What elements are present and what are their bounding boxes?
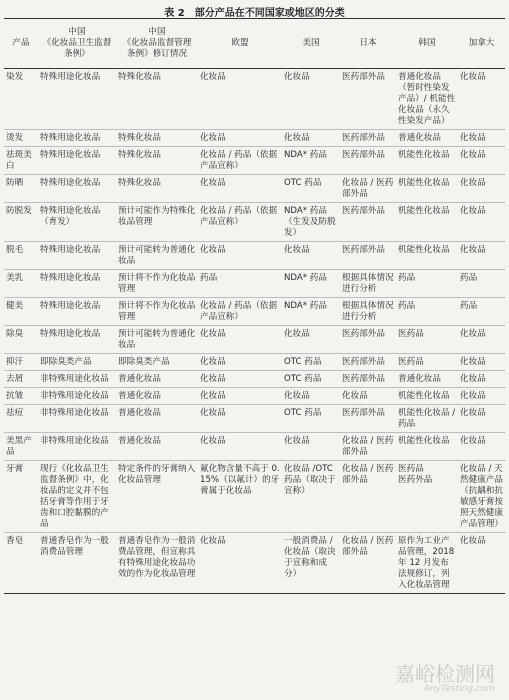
- table-cell: NDA* 药品: [284, 273, 327, 283]
- table-cell: 特殊用途化妆品: [40, 72, 101, 82]
- column-header: 美国: [302, 38, 320, 48]
- table-cell: 特殊化妆品: [118, 150, 161, 160]
- table-cell: 原作为工业产品管理，2018 年 12 月发布法规修订，列入化妆品管理: [398, 536, 455, 590]
- table-cell: 医药部外品: [342, 150, 385, 160]
- table-row: [4, 371, 505, 388]
- table-cell: 化妆品: [200, 72, 226, 82]
- table-cell: 机能性化妆品: [398, 245, 450, 255]
- product-cell: 抗皱: [6, 391, 24, 401]
- product-cell: 防晒: [6, 178, 24, 188]
- table-cell: 药品: [460, 301, 478, 311]
- table-row: [4, 175, 505, 203]
- table-cell: 特殊用途化妆品: [40, 178, 101, 188]
- table-cell: 医药部外品: [342, 133, 385, 143]
- table-cell: 预计将不作为化妆品管理: [118, 273, 196, 294]
- table-row: [4, 130, 505, 147]
- table-cell: 化妆品 / 医药部外品: [342, 536, 394, 557]
- table-cell: 化妆品: [460, 408, 486, 418]
- product-cell: 去屑: [6, 374, 24, 384]
- table-cell: 一般消费品 / 化妆品（取决于宣称和成分）: [284, 536, 336, 579]
- table-cell: 根据具体情况进行分析: [342, 273, 394, 294]
- table-cell: 化妆品 / 医药部外品: [342, 436, 394, 457]
- table-cell: 普通香皂作为一般消费品管理，但宣称具有特殊用途化妆品功效的作为化妆品管理: [118, 536, 196, 579]
- table-cell: 化妆品: [284, 72, 310, 82]
- table-row: [4, 405, 505, 433]
- table-cell: 化妆品: [460, 178, 486, 188]
- table-cell: 普通化妆品: [118, 374, 161, 384]
- table-cell: 现行《化妆品卫生监督条例》中，化妆品的定义并不包括牙膏等作用于牙齿和口腔黏膜的产品: [40, 464, 109, 529]
- table-cell: 化妆品: [460, 436, 486, 446]
- table-cell: 特定条件的牙膏纳入化妆品管理: [118, 464, 196, 485]
- table-cell: 根据具体情况进行分析: [342, 301, 394, 322]
- table-cell: OTC 药品: [284, 357, 322, 367]
- table-cell: 化妆品: [284, 245, 310, 255]
- column-header: 日本: [359, 38, 377, 48]
- table-cell: 医药部外品: [342, 329, 385, 339]
- watermark-text: 嘉峪检测网: [395, 662, 495, 686]
- table-cell: 普通化妆品: [398, 133, 441, 143]
- table-cell: 氟化物含量不高于 0.15%（以氟计）的牙膏属于化妆品: [200, 464, 280, 496]
- product-cell: 美乳: [6, 273, 24, 283]
- table-cell: 普通化妆品: [118, 436, 161, 446]
- product-cell: 健美: [6, 301, 24, 311]
- table-cell: 即除臭类产品: [40, 357, 92, 367]
- product-cell: 祛痘: [6, 408, 24, 418]
- table-cell: 特殊化妆品: [118, 178, 161, 188]
- table-cell: 医药部外品: [342, 206, 385, 216]
- product-cell: 除臭: [6, 329, 24, 339]
- table-cell: OTC 药品: [284, 408, 322, 418]
- table-cell: 特殊用途化妆品: [40, 245, 101, 255]
- table-cell: 化妆品: [284, 133, 310, 143]
- product-cell: 染发: [6, 72, 24, 82]
- table-row: [4, 203, 505, 242]
- table-cell: 化妆品 / 医药部外品: [342, 178, 394, 199]
- product-cell: 牙膏: [6, 464, 24, 474]
- table-cell: 医药部外品: [342, 374, 385, 384]
- product-cell: 抑汗: [6, 357, 24, 367]
- table-row: [4, 461, 505, 533]
- column-header: 产品: [12, 38, 30, 48]
- column-header: 加拿大: [468, 38, 495, 48]
- column-header: 欧盟: [231, 38, 249, 48]
- table-cell: 化妆品: [460, 374, 486, 384]
- table-cell: 机能性化妆品: [398, 150, 450, 160]
- table-cell: NDA* 药品: [284, 301, 327, 311]
- table-cell: 化妆品: [200, 408, 226, 418]
- table-cell: 医药部外品: [342, 357, 385, 367]
- product-cell: 美黑产品: [6, 436, 32, 457]
- column-header: 中国 《化妆品监督管理 条例》修订情况: [122, 27, 192, 59]
- table-cell: 化妆品: [460, 245, 486, 255]
- table-cell: 化妆品: [200, 357, 226, 367]
- table-cell: 化妆品: [460, 329, 486, 339]
- table-cell: 机能性化妆品: [398, 391, 450, 401]
- table-cell: 即除臭类产品: [118, 357, 170, 367]
- table-row: [4, 354, 505, 371]
- table-cell: 化妆品: [200, 374, 226, 384]
- table-cell: 预计可能转为普通化妆品: [118, 245, 196, 266]
- table-cell: 机能性化妆品: [398, 206, 450, 216]
- table-row: [4, 533, 505, 594]
- table-row: [4, 147, 505, 175]
- table-row: [4, 69, 505, 130]
- table-cell: 普通化妆品: [398, 374, 441, 384]
- table-cell: 化妆品: [460, 536, 486, 546]
- table-cell: 特殊用途化妆品: [40, 301, 101, 311]
- table-cell: 化妆品 /OTC 药品（取决于宣称）: [284, 464, 336, 496]
- product-cell: 烫发: [6, 133, 24, 143]
- table-row: [4, 388, 505, 405]
- table-cell: 医药部外品: [342, 72, 385, 82]
- table-cell: NDA* 药品: [284, 150, 327, 160]
- table-cell: 化妆品: [284, 391, 310, 401]
- table-cell: 非特殊用途化妆品: [40, 391, 109, 401]
- table-cell: 机能性化妆品 / 药品: [398, 408, 456, 429]
- table-cell: 普通化妆品（暂时性染发产品）/ 机能性化妆品（永久性染发产品）: [398, 72, 456, 126]
- table-cell: 医药品: [398, 329, 424, 339]
- table-cell: 特殊化妆品: [118, 72, 161, 82]
- table-cell: 化妆品: [200, 178, 226, 188]
- table-cell: 化妆品: [460, 357, 486, 367]
- product-cell: 香皂: [6, 536, 24, 546]
- table-cell: 化妆品 / 药品（依据产品宣称）: [200, 206, 278, 227]
- table-row: [4, 242, 505, 270]
- table-cell: 特殊用途化妆品（育发）: [40, 206, 101, 227]
- table-cell: 药品: [460, 273, 478, 283]
- table-row: [4, 326, 505, 354]
- header-row: [4, 19, 505, 69]
- table-cell: 特殊化妆品: [118, 133, 161, 143]
- table-cell: 化妆品: [460, 150, 486, 160]
- table-title: 表 2 部分产品在不同国家或地区的分类: [164, 8, 345, 19]
- table-cell: 化妆品: [460, 72, 486, 82]
- table-row: [4, 270, 505, 298]
- table-cell: 特殊用途化妆品: [40, 133, 101, 143]
- table-cell: 普通化妆品: [118, 391, 161, 401]
- table-cell: 医药部外品: [342, 245, 385, 255]
- table-cell: 预计将不作为化妆品管理: [118, 301, 196, 322]
- table-cell: 普通化妆品: [118, 408, 161, 418]
- table-row: [4, 298, 505, 326]
- table-cell: 预计可能作为特殊化妆品管理: [118, 206, 196, 227]
- table-row: [4, 433, 505, 461]
- table-cell: 预计可能转为普通化妆品: [118, 329, 196, 350]
- table-cell: 化妆品: [284, 436, 310, 446]
- table-body: [4, 69, 505, 594]
- table-cell: 化妆品: [200, 436, 226, 446]
- table-cell: 化妆品: [200, 391, 226, 401]
- table-cell: 化妆品: [460, 391, 486, 401]
- watermark-url: AnyTesting.com: [423, 684, 495, 694]
- table-cell: 化妆品 / 药品（依据产品宣称）: [200, 150, 278, 171]
- table-cell: 机能性化妆品: [398, 178, 450, 188]
- table-cell: 非特殊用途化妆品: [40, 374, 109, 384]
- table-cell: 化妆品: [460, 133, 486, 143]
- table-cell: 化妆品: [460, 206, 486, 216]
- table-cell: 药品: [200, 273, 218, 283]
- table-cell: 化妆品 / 药品（依据产品宣称）: [200, 301, 278, 322]
- table-cell: 化妆品: [200, 245, 226, 255]
- table-cell: 非特殊用途化妆品: [40, 436, 109, 446]
- table-cell: 特殊用途化妆品: [40, 150, 101, 160]
- table-cell: 特殊用途化妆品: [40, 329, 101, 339]
- table-cell: 药品: [398, 301, 416, 311]
- table-cell: NDA* 药品（生发及防脱发）: [284, 206, 336, 238]
- table-cell: 医药部外品: [342, 408, 385, 418]
- table-cell: 化妆品: [284, 329, 310, 339]
- table-cell: 机能性化妆品: [398, 436, 450, 446]
- table-cell: 非特殊用途化妆品: [40, 408, 109, 418]
- table-cell: 医药品: [398, 357, 424, 367]
- table-cell: 化妆品: [342, 391, 368, 401]
- table-cell: 化妆品: [200, 536, 226, 546]
- table-cell: 化妆品: [200, 329, 226, 339]
- table-cell: 普通香皂作为一般消费品管理: [40, 536, 109, 557]
- table-cell: OTC 药品: [284, 374, 322, 384]
- table-cell: 化妆品 / 天然健康产品（抗龋和抗敏感牙膏按照天然健康产品管理）: [460, 464, 503, 529]
- classification-table: [4, 18, 505, 594]
- watermark: [395, 664, 495, 694]
- product-cell: 脱毛: [6, 245, 24, 255]
- column-header: 中国 《化妆品卫生监督 条例》: [42, 27, 112, 59]
- table-cell: OTC 药品: [284, 178, 322, 188]
- table-cell: 药品: [398, 273, 416, 283]
- product-cell: 祛斑美白: [6, 150, 32, 171]
- table-cell: 化妆品 / 医药部外品: [342, 464, 394, 485]
- table-cell: 特殊用途化妆品: [40, 273, 101, 283]
- product-cell: 防脱发: [6, 206, 32, 216]
- column-header: 韩国: [418, 38, 436, 48]
- table-cell: 医药品 医药外品: [398, 464, 433, 485]
- table-cell: 化妆品: [200, 133, 226, 143]
